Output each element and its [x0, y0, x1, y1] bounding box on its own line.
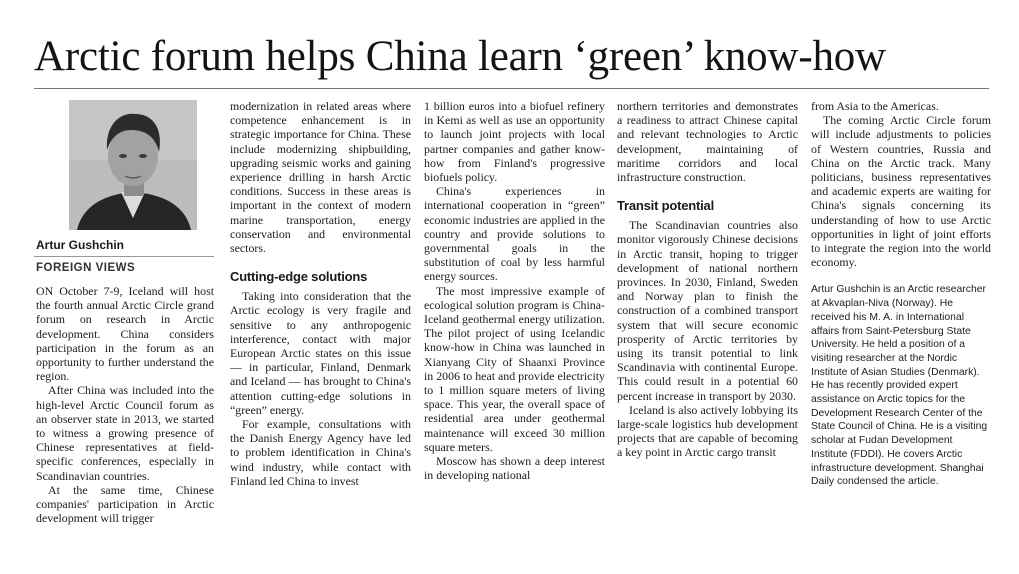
paragraph: 1 billion euros into a biofuel refinery in Kemi as well as use an opportunity to launch joint projects with local partner companies and gather know-how from Finland's progressive biofuels policy. [424, 99, 605, 185]
column-5 [811, 99, 991, 489]
paragraph: Iceland is also actively lobbying its large-scale logistics hub development projects that are capable of becoming a key point in Arctic cargo transit [617, 402, 798, 460]
section-label: FOREIGN VIEWS [36, 262, 136, 274]
column-2 [230, 99, 411, 488]
paragraph: For example, consultations with the Danish Energy Agency have led to problem identification in China's wind industry, while contact with Finland led China to invest [230, 417, 411, 488]
paragraph: At the same time, Chinese companies' participation in Arctic development will trigger [36, 482, 214, 526]
byline-rule [34, 256, 214, 257]
paragraph: northern territories and demonstrates a readiness to attract Chinese capital and relevant technologies to Arctic development, maintaining of maritime corridors and local infrastructure construction. [617, 99, 798, 185]
column-3 [424, 99, 605, 482]
column-4 [617, 99, 798, 460]
author-photo [69, 100, 197, 230]
author-bio: Artur Gushchin is an Arctic researcher at Akvaplan-Niva (Norway). He received his M. A. in International affairs from Saint-Petersburg State University. He held a position of a visiting researcher at the Nordic Institute of Asian Studies (Denmark). He has recently provided expert assistance on Arctic topics for the Development Research Center of the State Council of China. He is a visiting scholar at Fudan Development Institute (FDDI). He covers Arctic infrastructure development. Shanghai Daily condensed the article. [811, 284, 988, 488]
headline: Arctic forum helps China learn ‘green’ know-how [34, 33, 886, 80]
subheading: Transit potential [617, 198, 715, 214]
paragraph: ON October 7-9, Iceland will host the fourth annual Arctic Circle grand forum on research in Arctic development. China considers participation in the forum as an opportunity to further understand the region. [36, 284, 214, 384]
paragraph: Taking into consideration that the Arctic ecology is very fragile and sensitive to any anthropogenic interference, contact with major European Arctic states on this issue — in particular, Finland, Denmark and Iceland — has brought to China's attention cutting-edge solutions in “green” energy. [230, 289, 411, 417]
paragraph: Moscow has shown a deep interest in developing national [424, 454, 605, 483]
column-1 [36, 284, 214, 525]
paragraph: modernization in related areas where competence enhancement is in strategic importance for China. These include modernizing shipbuilding, upgrading seismic works and gaining experience drilling in harsh Arctic conditions. Success in these areas is important in the context of modern marine transportation, energy conservation and environmental sectors. [230, 99, 411, 256]
subheading: Cutting-edge solutions [230, 269, 368, 285]
author-name: Artur Gushchin [36, 238, 125, 252]
paragraph: China's experiences in international cooperation in “green” economic industries are applied in the country and provide solutions to governmental goals in the substitution of coal by less harmful energy sources. [424, 184, 605, 284]
headline-rule [34, 88, 989, 89]
paragraph: The coming Arctic Circle forum will include adjustments to policies of Western countries, Russia and China on the Arctic track. Many politicians, business representatives and academic experts are waiting for China's signals concerning its understanding of how to use Arctic opportunities in light of joint efforts to integrate the region into the world economy. [811, 113, 991, 270]
paragraph: After China was included into the high-level Arctic Council forum as an observer state in 2013, we started to witness a growing presence of Chinese representatives at field-specific conferences, especially in Scandinavian countries. [36, 383, 214, 483]
paragraph: The most impressive example of ecological solution program is China-Iceland geothermal energy utilization. The pilot project of using Icelandic know-how in China was launched in Xianyang City of Shaanxi Province in 2006 to heat and provide electricity to 1 million square meters of living space. This year, the overall space of residential area under geothermal maintenance will exceed 30 million square meters. [424, 283, 605, 454]
paragraph: The Scandinavian countries also monitor vigorously Chinese decisions in Arctic transit, hoping to trigger development of national northern provinces. In 2030, Finland, Sweden and Norway plan to finish the construction of a combined transport system that will secure economic prosperity of Arctic territories by using its transit potential to link Scandinavia with continental Europe. This could result in a potential 60 percent increase in transport by 2030. [617, 218, 798, 403]
paragraph: from Asia to the Americas. [811, 99, 939, 113]
